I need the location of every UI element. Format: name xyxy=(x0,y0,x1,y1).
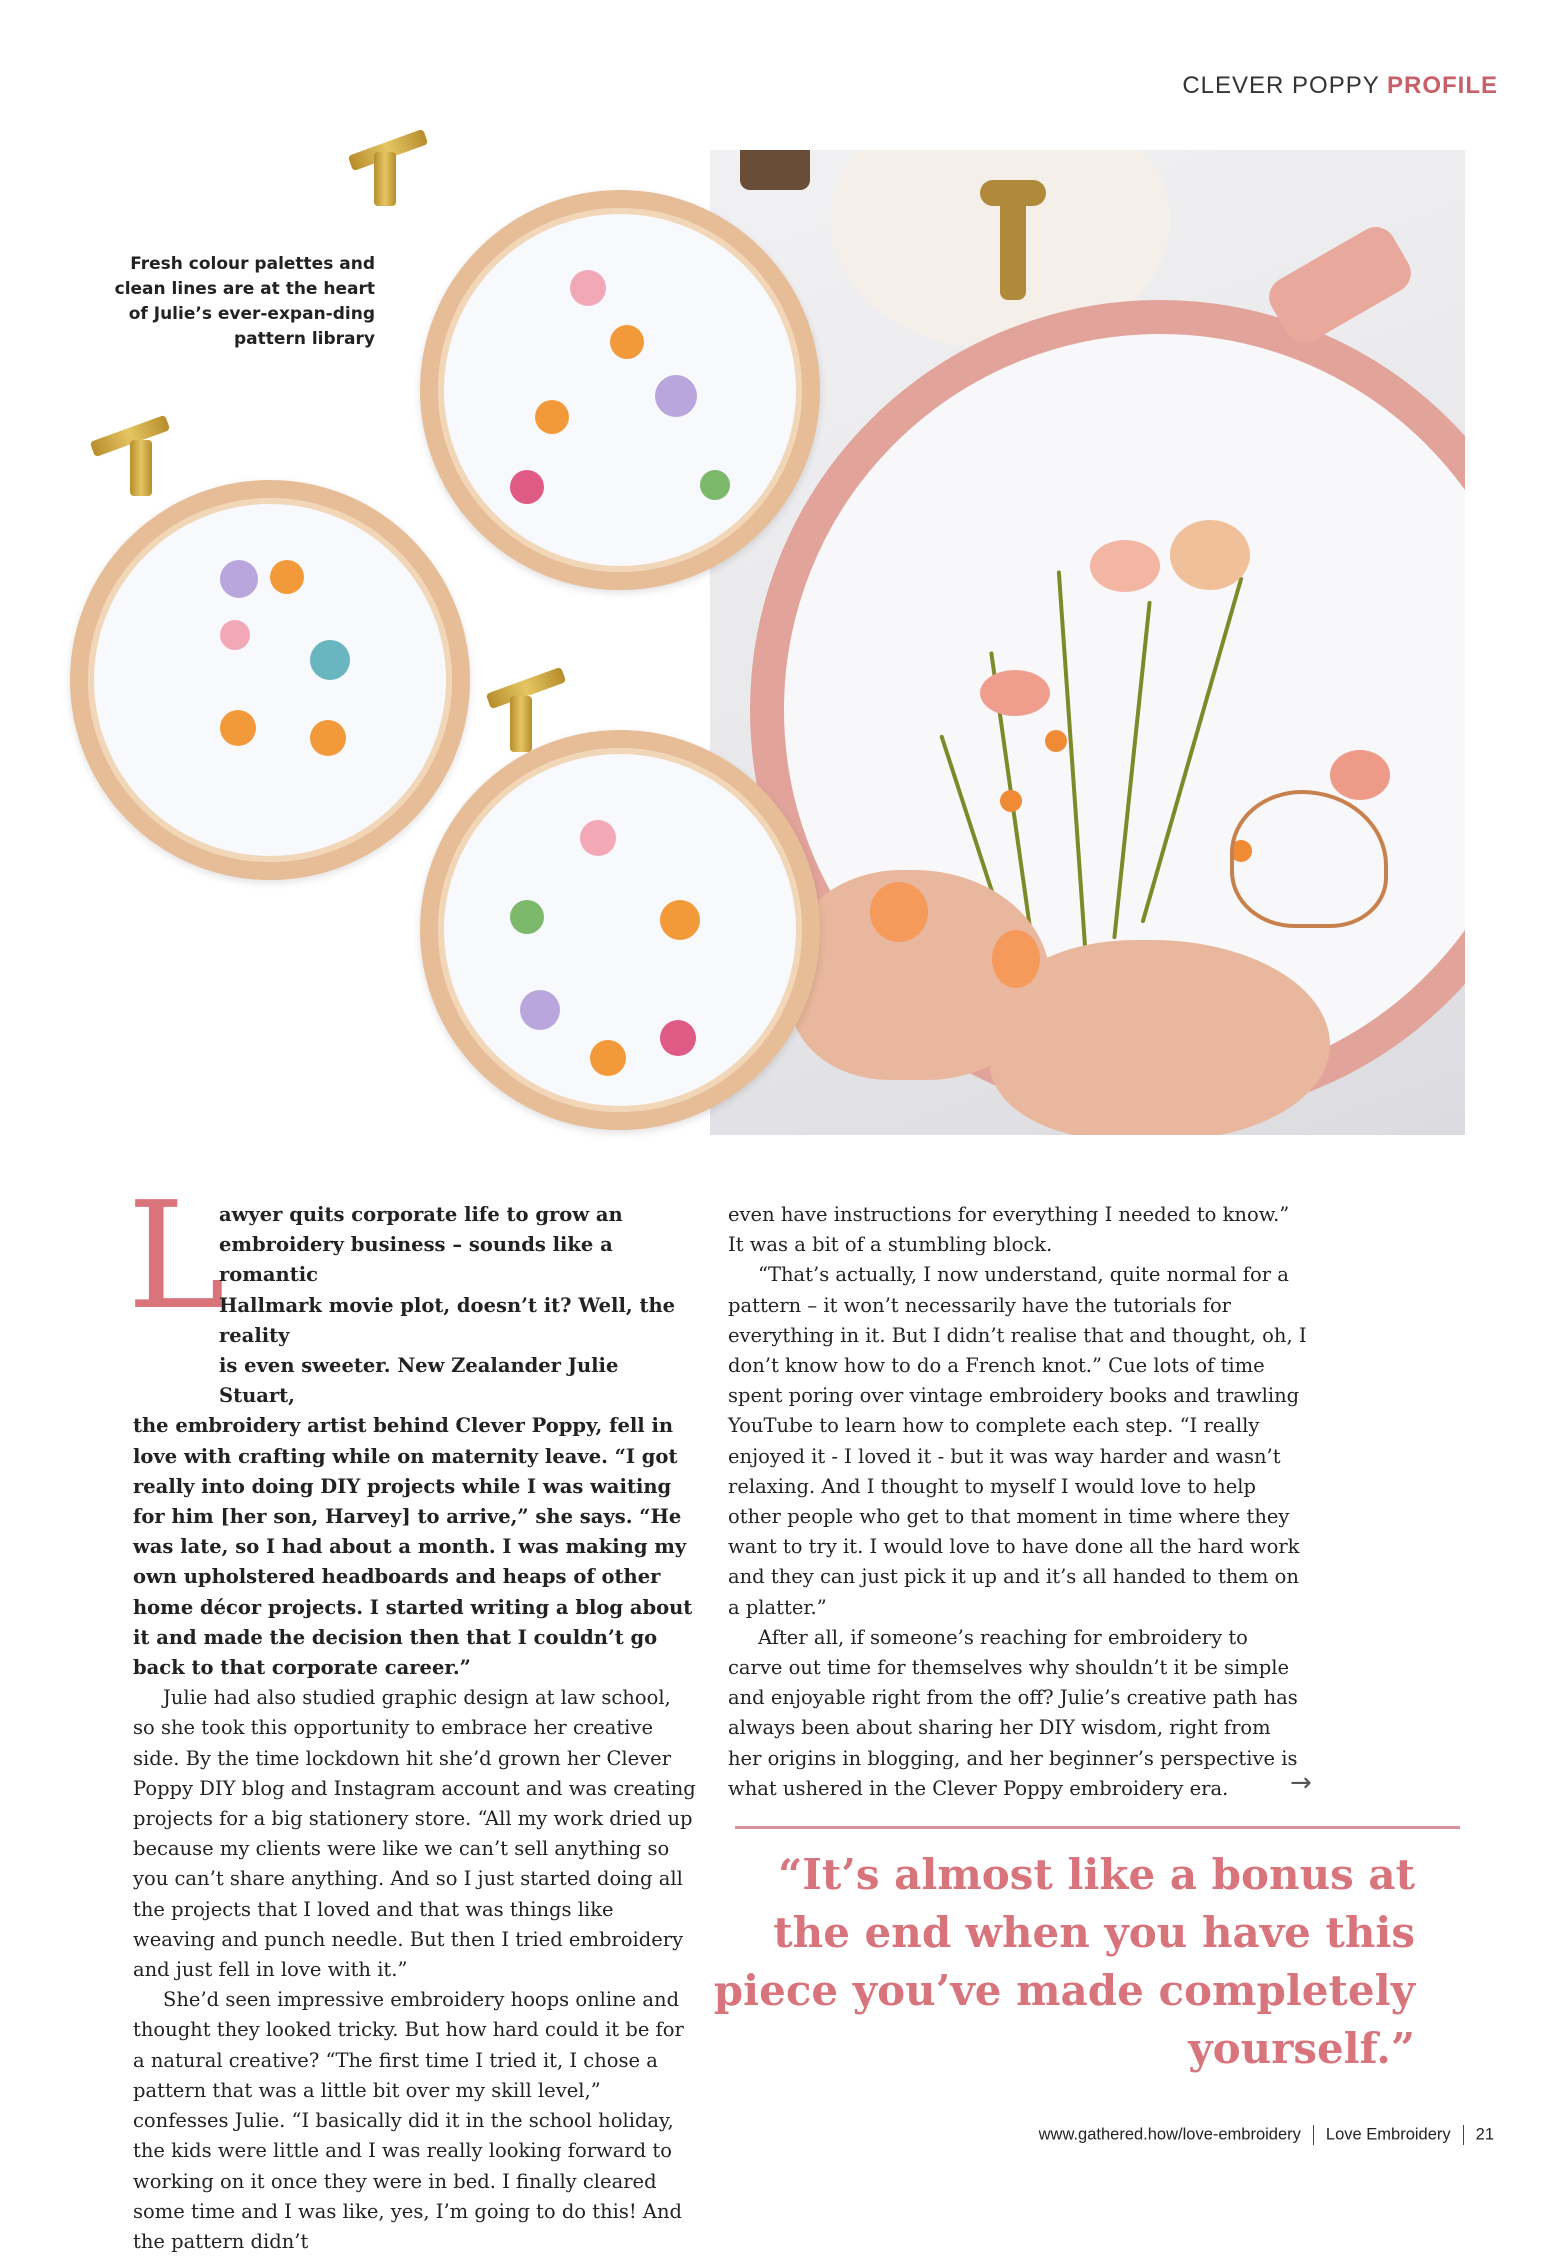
hoop-clamp-a xyxy=(374,152,396,206)
article-column-left xyxy=(133,1200,698,2257)
stitch xyxy=(535,400,569,434)
page-footer xyxy=(1039,2125,1494,2145)
pull-quote-rule xyxy=(735,1826,1460,1829)
flower xyxy=(1045,730,1067,752)
footer-divider xyxy=(1463,2125,1464,2145)
flower xyxy=(1330,750,1390,800)
footer-divider xyxy=(1313,2125,1314,2145)
hoop-screw-base xyxy=(740,150,810,190)
fingernail xyxy=(870,882,928,942)
wingnut xyxy=(1000,190,1026,300)
body-paragraph: “That’s actually, I now understand, quite normal for a pattern – it won’t necessarily have the tutorials for everything in it. But I didn’t realise that and thought, oh, I don’t know how to do a French knot.” Cue lots of time spent poring over vintage embroidery books and trawling YouTube to learn how to complete each step. “I really enjoyed it - I loved it - but it was way harder and wasn’t relaxing. And I thought to myself I would love to help other people who get to that moment in time where they want to try it. I would love to have done all the hard work and they can just pick it up and it’s all handed to them on a platter.” xyxy=(728,1263,1307,1619)
lead-paragraph: the embroidery artist behind Clever Poppy, fell in love with crafting while on maternity leave. “I got really into doing DIY projects while I was waiting for him [her son, Harvey] to arrive,” she says. “He was late, so I had about a month. I was making my own upholstered headboards and heaps of other home décor projects. I started writing a blog about it and made the decision then that I couldn’t go back to that corporate career.” xyxy=(133,1414,693,1680)
stitch xyxy=(590,1040,626,1076)
photo-caption: Fresh colour palettes and clean lines are at the heart of Julie’s ever-expan-ding pattern library xyxy=(114,254,375,349)
lead-line: Hallmark movie plot, doesn’t it? Well, the reality xyxy=(219,1293,676,1347)
page-number: 21 xyxy=(1475,2125,1494,2144)
stitch xyxy=(660,900,700,940)
hoop-letter-a xyxy=(420,190,820,590)
stitch xyxy=(700,470,730,500)
stitch xyxy=(220,710,256,746)
flower xyxy=(1000,790,1022,812)
body-paragraph: She’d seen impressive embroidery hoops online and thought they looked tricky. But how hard could it be for a natural creative? “The first time I tried it, I chose a pattern that was a little bit over my skill level,” confesses Julie. “I basically did it in the school holiday, the kids were little and I was really looking forward to working on it once they were in bed. I finally cleared some time and I was like, yes, I’m going to do this! And the pattern didn’t xyxy=(133,1988,684,2253)
stitch xyxy=(655,375,697,417)
footer-magazine: Love Embroidery xyxy=(1325,2125,1451,2144)
article-column-right xyxy=(728,1200,1308,1804)
stitch xyxy=(310,720,346,756)
embroidery-photo xyxy=(710,150,1465,1135)
lead-line: is even sweeter. New Zealander Julie Stuart, xyxy=(219,1354,619,1408)
body-paragraph: even have instructions for everything I needed to know.” It was a bit of a stumbling block. xyxy=(728,1203,1290,1257)
stitch xyxy=(310,640,350,680)
hoop-clamp xyxy=(1262,220,1418,351)
continue-arrow-icon: → xyxy=(1290,1768,1312,1798)
hoop-clamp-b xyxy=(130,440,152,496)
stitch xyxy=(510,900,544,934)
stitch xyxy=(580,820,616,856)
flower xyxy=(1090,540,1160,592)
stitch xyxy=(610,325,644,359)
stitch xyxy=(220,620,250,650)
hoop-letter-b xyxy=(70,480,470,880)
stitch xyxy=(570,270,606,306)
stitch xyxy=(660,1020,696,1056)
stitch xyxy=(270,560,304,594)
stitch xyxy=(220,560,258,598)
body-paragraph: After all, if someone’s reaching for embroidery to carve out time for themselves why shouldn’t it be simple and enjoyable right from the off? Julie’s creative path has always been about sharing her DIY wisdom, right from her origins in blogging, and her beginner’s perspective is what ushered in the Clever Poppy embroidery era. xyxy=(728,1625,1298,1800)
stitch xyxy=(520,990,560,1030)
section-label: CLEVER POPPY xyxy=(1182,72,1380,99)
hoop-clamp-c xyxy=(510,696,532,752)
fingernail xyxy=(992,930,1040,988)
pull-quote: “It’s almost like a bonus at the end when you have this piece you’ve made completely yourself.” xyxy=(713,1850,1415,2073)
flower xyxy=(1170,520,1250,590)
section-label-strong: PROFILE xyxy=(1386,72,1498,99)
footer-url: www.gathered.how/love-embroidery xyxy=(1038,2125,1301,2144)
wingnut-top xyxy=(980,180,1046,206)
lead-line: awyer quits corporate life to grow an xyxy=(219,1203,623,1226)
stitch xyxy=(510,470,544,504)
flower xyxy=(980,670,1050,716)
lead-line: embroidery business – sounds like a romantic xyxy=(219,1233,613,1287)
body-paragraph: Julie had also studied graphic design at law school, so she took this opportunity to embrace her creative side. By the time lockdown hit she’d grown her Clever Poppy DIY blog and Instagram account and was creating projects for a big stationery store. “All my work dried up because my clients were like we can’t sell anything so you can’t share anything. And so I just started doing all the projects that I loved and that was things like weaving and punch needle. But then I tried embroidery and just fell in love with it.” xyxy=(133,1686,696,1982)
drop-cap: L xyxy=(127,1170,226,1342)
section-header xyxy=(1182,72,1498,100)
